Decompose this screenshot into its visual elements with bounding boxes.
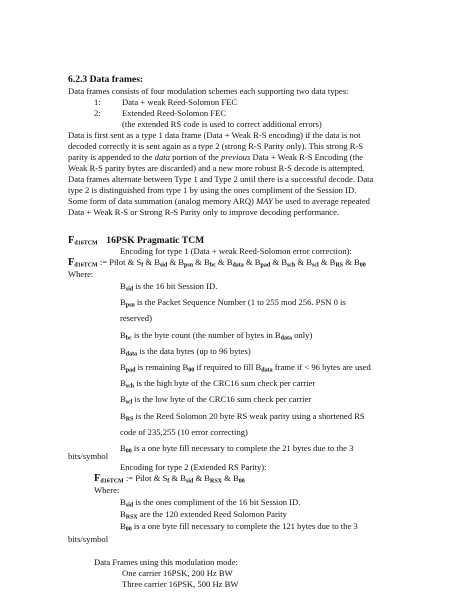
equation-term: & B xyxy=(143,257,160,267)
equation-subscript: psn xyxy=(184,262,194,269)
definition-symbol: B xyxy=(120,281,126,291)
definition-symbol: B xyxy=(120,394,126,405)
definition-symbol: B xyxy=(120,509,126,519)
definition-text: is a one byte fill necessary to complete the 21 bytes due to the 3 xyxy=(131,443,354,453)
definition-text: is the Packet Sequence Number (1 to 255 mod 256. PSN 0 is xyxy=(134,297,346,308)
equation-term: & B xyxy=(169,473,186,483)
definition-symbol: B xyxy=(120,362,126,372)
type-2-number: 2: xyxy=(94,108,101,118)
definition-subscript: data xyxy=(261,367,273,374)
definition-subscript: 00 xyxy=(125,526,132,533)
equation-lhs: F xyxy=(94,473,101,484)
definition-subscript: sch xyxy=(125,383,135,390)
equation-subscript: RSX xyxy=(210,478,223,485)
definition-subscript: data xyxy=(125,351,138,358)
bits-symbol-1: bits/symbol xyxy=(68,451,109,461)
equation-subscript: sid xyxy=(159,262,168,269)
equation-subscript: f xyxy=(167,478,170,485)
definition-line xyxy=(120,346,251,360)
definition-symbol: B xyxy=(120,345,126,356)
definition-subscript: sid xyxy=(125,502,134,509)
type-2-text: Extended Reed-Solomon FEC xyxy=(122,108,227,118)
definition-subscript: pad xyxy=(125,367,136,374)
definition-symbol: B xyxy=(120,329,126,340)
definition-subscript: 00 xyxy=(125,448,132,455)
definition-line xyxy=(120,427,248,437)
type-1-text: Data + weak Reed-Solomon FEC xyxy=(122,97,238,107)
definition-line xyxy=(120,362,371,376)
definition-text: is the byte count (the number of bytes in B xyxy=(131,329,281,340)
definition-text: is the Reed Solomon 20 byte RS weak parity using a shortened RS xyxy=(133,410,365,421)
para-line-5: Data frames alternate between Type 1 and Type 2 until there is a successful decode. Data xyxy=(68,174,374,184)
equation-lhs-subscript: d16TCM xyxy=(100,478,124,485)
definition-text: only) xyxy=(292,329,313,340)
definition-subscript: data xyxy=(280,335,293,342)
definition-text: frame if < 96 bytes are used xyxy=(272,362,371,372)
type1-encoding-label: Encoding for type 1 (Data + weak Reed-Solomon error correction): xyxy=(120,246,352,256)
definition-text: is the ones compliment of the 16 bit Session ID. xyxy=(133,497,301,507)
para-line-1: Data is first sent as a type 1 data frame (Data + Weak R-S encoding) if the data is not xyxy=(68,130,361,140)
definition-symbol: B xyxy=(120,297,126,308)
equation-term: & B xyxy=(215,257,233,267)
equation-term: & B xyxy=(222,473,239,483)
definition-subscript: RSX xyxy=(125,514,138,521)
equation-subscript: scl xyxy=(312,262,319,269)
definition-subscript: sid xyxy=(125,286,134,293)
para-line-3: parity is appended to the data portion of the previous Data + Weak R-S Encoding (the xyxy=(68,152,364,162)
equation-term: := Pilot & S xyxy=(123,473,168,483)
equation-term: & B xyxy=(295,257,312,267)
definition-symbol: B xyxy=(120,443,126,453)
equation-subscript: sid xyxy=(185,478,194,485)
definition-subscript: psn xyxy=(125,302,135,309)
bits-symbol-2: bits/symbol xyxy=(68,534,109,544)
equation-subscript: sch xyxy=(286,262,296,269)
type-1-number: 1: xyxy=(94,97,101,107)
definition-line xyxy=(120,330,312,344)
para-line-2: decoded correctly it is sent again as a type 2 (strong R-S Parity only). This strong R-S xyxy=(68,141,364,151)
definition-text: is the data bytes (up to 96 bytes) xyxy=(137,345,251,356)
para-line-7: Some form of data summation (analog memory ARQ) MAY be used to average repeated xyxy=(68,196,370,206)
equation-subscript: 00 xyxy=(359,262,366,269)
equation-term: & B xyxy=(318,257,336,267)
definition-subscript: 00 xyxy=(188,367,195,374)
definition-text: are the 120 extended Reed Solomon Parity xyxy=(137,509,287,519)
definition-line xyxy=(120,297,346,311)
definition-text: is the low byte of the CRC16 sum check per carrier xyxy=(132,394,312,405)
definition-text: is the 16 bit Session ID. xyxy=(133,281,218,291)
equation-subscript: f xyxy=(141,262,144,269)
equation-term: & B xyxy=(270,257,287,267)
equation-term: & B xyxy=(193,473,211,483)
definition-line xyxy=(120,521,358,535)
mode-item-1: One carrier 16PSK, 200 Hz BW xyxy=(122,568,233,578)
equation-subscript: pad xyxy=(260,262,271,269)
definition-line xyxy=(120,281,217,295)
definition-text: if required to fill B xyxy=(194,362,262,372)
mode-item-2: Three carrier 16PSK, 500 Hz BW xyxy=(122,579,239,589)
definition-continuation: code of 235,255 (10 error correcting) xyxy=(120,426,248,437)
definition-line xyxy=(120,411,365,425)
definition-subscript: scl xyxy=(125,399,133,406)
definition-line xyxy=(120,378,315,392)
definition-line xyxy=(120,394,311,408)
definition-text: is a one byte fill necessary to complete the 121 bytes due to the 3 xyxy=(131,521,358,531)
equation-lhs-subscript: d16TCM xyxy=(74,262,98,269)
definition-symbol: B xyxy=(120,378,126,389)
equation-subscript: bc xyxy=(209,262,216,269)
equation-lhs: F xyxy=(68,257,75,268)
definition-symbol: B xyxy=(120,497,126,507)
definition-line xyxy=(120,443,353,457)
para-line-8: Data + Weak R-S or Strong R-S Parity only to improve decoding performance. xyxy=(68,207,340,217)
equation-term: & B xyxy=(243,257,261,267)
definition-text: is the high byte of the CRC16 sum check per carrier xyxy=(134,378,316,389)
para-line-4: Weak R-S parity bytes are discarded) and a new more robust R-S decode is attempted. xyxy=(68,163,365,173)
intro-text: Data frames consists of four modulation schemes each supporting two data types: xyxy=(68,86,349,96)
definition-continuation: reserved) xyxy=(120,313,152,324)
para-line-6: type 2 is distinguished from type 1 by using the ones compliment of the Session ID. xyxy=(68,185,357,195)
modes-heading: Data Frames using this modulation mode: xyxy=(94,557,238,567)
definition-subscript: bc xyxy=(125,335,132,342)
definition-text: is remaining B xyxy=(135,362,189,372)
equation-term: & B xyxy=(167,257,185,267)
equation-term: & B xyxy=(193,257,210,267)
where-label-2: Where: xyxy=(94,485,120,495)
definition-subscript: RS xyxy=(125,416,134,423)
definition-symbol: B xyxy=(120,521,126,531)
types-note: (the extended RS code is used to correct additional errors) xyxy=(122,119,322,129)
definition-line xyxy=(120,313,152,323)
equation-term: & B xyxy=(343,257,360,267)
definition-symbol: B xyxy=(120,410,126,421)
equation-term: := Pilot & S xyxy=(97,257,142,267)
equation-subscript: 00 xyxy=(238,478,245,485)
equation-subscript: RS xyxy=(335,262,344,269)
equation-subscript: data xyxy=(232,262,244,269)
where-label: Where: xyxy=(68,269,94,279)
equation-type1 xyxy=(68,257,366,271)
section-heading: 6.2.3 Data frames: xyxy=(68,74,144,85)
tcm-title: Fd16TCM 16PSK Pragmatic TCM xyxy=(68,235,205,247)
type2-encoding-label: Encoding for type 2 (Extended RS Parity): xyxy=(120,462,267,472)
